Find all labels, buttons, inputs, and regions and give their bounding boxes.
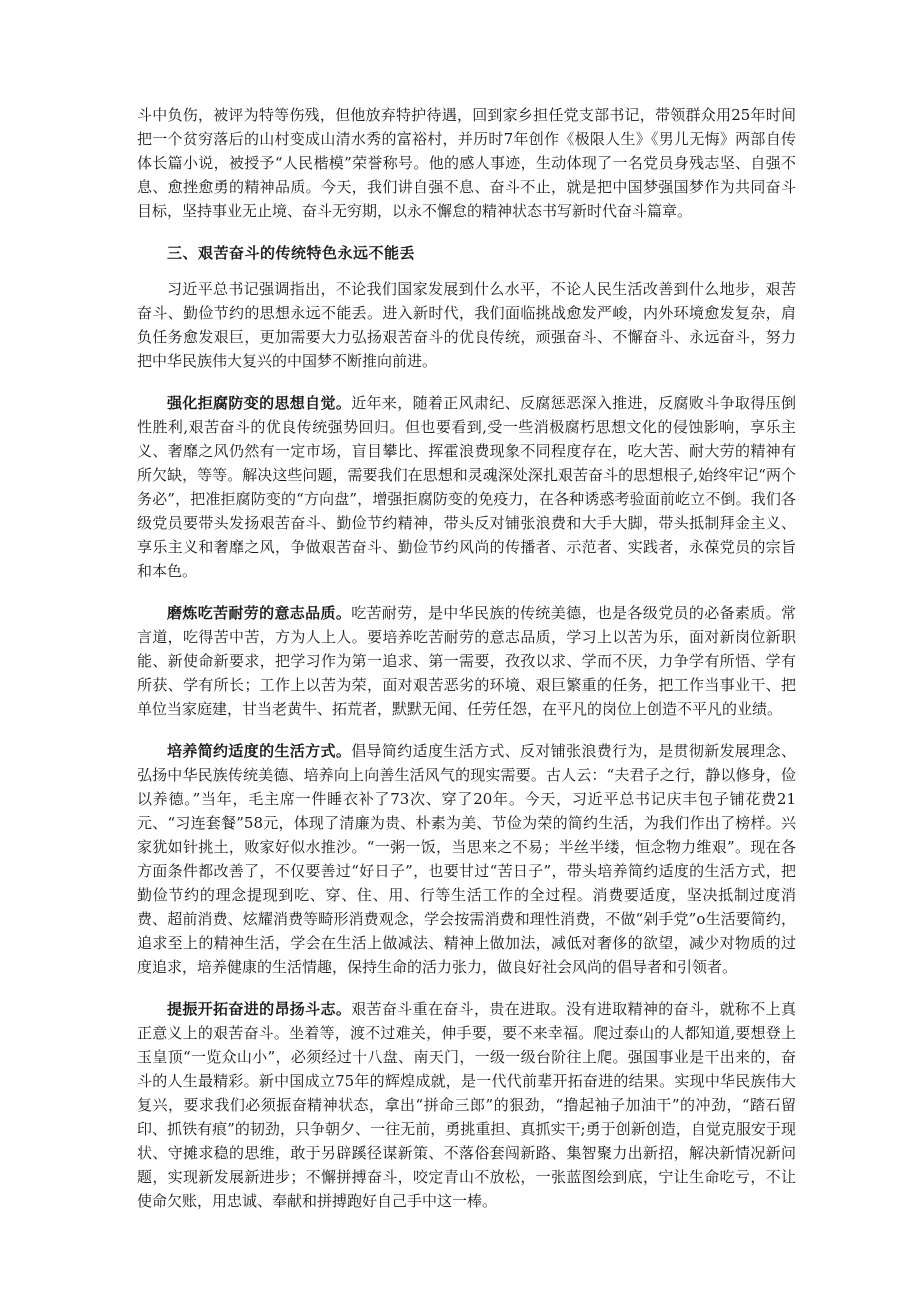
- paragraph-lead: 强化拒腐防变的思想自觉。: [167, 394, 352, 412]
- paragraph-body: 倡导简约适度生活方式、反对铺张浪费行为，是贯彻新发展理念、弘扬中华民族传统美德、培养向上向善生活风气的现实需要。古人云：“夫君子之行，静以修身，俭以养德。”当年，毛主席一件睡衣补了73次、穿了20年。今天，习近平总书记庆丰包子铺花费21元、“习连套餐”58元，体现了清廉为贵、朴素为美、节俭为荣的简约生活，为我们作出了榜样。兴家犹如针挑土，败家好似水推沙。“一粥一饭，当思来之不易；半丝半缕，恒念物力维艰”。现在各方面条件都改善了，不仅要善过“好日子”，也要甘过“苦日子”，带头培养简约适度的生活方式，把勤俭节约的理念提现到吃、穿、住、用、行等生活工作的全过程。消费要适度，坚决抵制过度消费、超前消费、炫耀消费等畸形消费观念，学会按需消费和理性消费，不做“剁手党”o生活要简约，追求至上的精神生活，学会在生活上做减法、精神上做加法，减低对奢侈的欲望，减少对物质的过度追求，培养健康的生活情趣，保持生命的活力张力，做良好社会风尚的倡导者和引领者。: [137, 742, 796, 976]
- paragraph-hardship: [137, 601, 796, 721]
- paragraph-frugal-lifestyle: [137, 739, 796, 979]
- paragraph-lead: 提振开拓奋进的昂扬斗志。: [167, 1000, 352, 1018]
- paragraph-lead: 磨炼吃苦耐劳的意志品质。: [167, 604, 352, 622]
- paragraph-body: 近年来，随着正风肃纪、反腐惩恶深入推进，反腐败斗争取得压倒性胜利,艰苦奋斗的优良传统强势回归。但也要看到,受一些消极腐朽思想文化的侵蚀影响，享乐主义、奢靡之风仍然有一定市场，盲目攀比、挥霍浪费现象不同程度存在，吃大苦、耐大劳的精神有所欠缺，等等。解决这些问题，需要我们在思想和灵魂深处深扎艰苦奋斗的思想根子,始终牢记“两个务必”，把准拒腐防变的“方向盘”，增强拒腐防变的免疫力，在各种诱惑考验面前屹立不倒。我们各级党员要带头发扬艰苦奋斗、勤俭节约精神，带头反对铺张浪费和大手大脚，带头抵制拜金主义、享乐主义和奢靡之风，争做艰苦奋斗、勤俭节约风尚的传播者、示范者、实践者，永葆党员的宗旨和本色。: [137, 394, 796, 580]
- paragraph-lead: 培养简约适度的生活方式。: [167, 742, 352, 760]
- paragraph-pioneering-spirit: [137, 997, 796, 1213]
- paragraph-body: 吃苦耐劳，是中华民族的传统美德，也是各级党员的必备素质。常言道，吃得苦中苦，方为人上人。要培养吃苦耐劳的意志品质，学习上以苦为乐，面对新岗位新职能、新使命新要求，把学习作为第一追求、第一需要，孜孜以求、学而不厌，力争学有所悟、学有所获、学有所长；工作上以苦为荣，面对艰苦恶劣的环境、艰巨繁重的任务，把工作当事业干、把单位当家庭建，甘当老黄牛、拓荒者，默默无闻、任劳任怨，在平凡的岗位上创造不平凡的业绩。: [137, 604, 796, 718]
- paragraph-anti-corruption: [137, 391, 796, 583]
- paragraph-body: 艰苦奋斗重在奋斗，贵在进取。没有进取精神的奋斗，就称不上真正意义上的艰苦奋斗。坐着等，渡不过难关，伸手要，要不来幸福。爬过泰山的人都知道,要想登上玉皇顶“一览众山小”，必须经过十八盘、南天门，一级一级台阶往上爬。强国事业是干出来的，奋斗的人生最精彩。新中国成立75年的辉煌成就，是一代代前辈开拓奋进的结果。实现中华民族伟大复兴，要求我们必须振奋精神状态，拿出“拼命三郎”的狠劲，“撸起袖子加油干”的冲劲，“踏石留印、抓铁有痕”的韧劲，只争朝夕、一往无前，勇挑重担、真抓实干;勇于创新创造，自觉克服安于现状、守摊求稳的思维，敢于另辟蹊径谋新策、不落俗套闯新路、集智聚力出新招，解决新情况新问题，实现新发展新进步；不懈拼搏奋斗，咬定青山不放松，一张蓝图绘到底，宁让生命吃亏，不让使命欠账，用忠诚、奉献和拼搏跑好自己手中这一棒。: [137, 1000, 796, 1210]
- paragraph-continued: 斗中负伤，被评为特等伤残，但他放弃特护待遇，回到家乡担任党支部书记，带领群众用25年时间把一个贫穷落后的山村变成山清水秀的富裕村，并历时7年创作《极限人生》《男儿无悔》两部自传体长篇小说，被授予“人民楷模”荣誉称号。他的感人事迹，生动体现了一名党员身残志坚、自强不息、愈挫愈勇的精神品质。今天，我们讲自强不息、奋斗不止，就是把中国梦强国梦作为共同奋斗目标，坚持事业无止境、奋斗无穷期，以永不懈怠的精神状态书写新时代奋斗篇章。: [137, 106, 796, 220]
- paragraph-intro: 习近平总书记强调指出，不论我们国家发展到什么水平，不论人民生活改善到什么地步，艰苦奋斗、勤俭节约的思想永远不能丢。进入新时代，我们面临挑战愈发严峻，内外环境愈发复杂，肩负任务愈发艰巨，更加需要大力弘扬艰苦奋斗的优良传统，顽强奋斗、不懈奋斗、永远奋斗，努力把中华民族伟大复兴的中国梦不断推向前进。: [137, 280, 796, 370]
- section-heading-3: 三、艰苦奋斗的传统特色永远不能丢: [167, 244, 416, 262]
